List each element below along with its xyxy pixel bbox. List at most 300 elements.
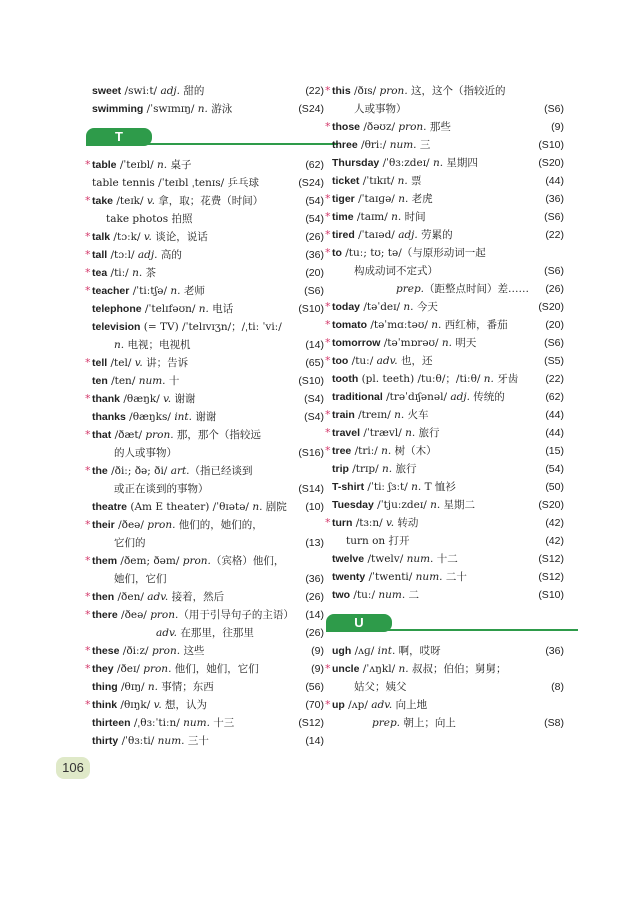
glossary-entry — [332, 280, 564, 298]
glossary-entry — [325, 244, 564, 280]
glossary-entry — [325, 696, 564, 714]
entry-line: table /ˈteɪbl/ n. 桌子 — [92, 159, 192, 171]
headword: telephone — [92, 303, 142, 315]
entry-line: trip /trɪp/ n. 旅行 — [332, 463, 417, 475]
glossary-entry — [92, 714, 324, 732]
part-of-speech: pron. — [398, 121, 427, 133]
headword: T-shirt — [332, 481, 365, 493]
part-of-speech: pron. — [182, 555, 211, 567]
unit-reference: (22) — [545, 373, 564, 385]
glossary-entry — [85, 552, 324, 588]
part-of-speech: pron. — [150, 609, 179, 621]
part-of-speech: n. — [197, 103, 208, 115]
headword: thirteen — [92, 717, 131, 729]
star-icon: * — [325, 120, 331, 133]
part-of-speech: int. — [377, 645, 396, 657]
unit-reference: (13) — [305, 537, 324, 549]
star-icon: * — [325, 698, 331, 711]
part-of-speech: n. — [397, 175, 408, 187]
star-icon: * — [325, 84, 331, 97]
part-of-speech: v. — [146, 195, 155, 207]
entry-line: these /ðiːz/ pron. 这些 — [92, 645, 205, 657]
entry-line: prep.（距整点时间）差…… — [396, 283, 530, 295]
left-column — [85, 82, 324, 750]
headword: thank — [92, 393, 121, 405]
headword: sweet — [92, 85, 122, 97]
part-of-speech: n. — [403, 301, 414, 313]
entry-line: teacher /ˈtiːtʃə/ n. 老师 — [92, 285, 205, 297]
glossary-entry — [325, 442, 564, 460]
unit-reference: (S6) — [544, 211, 564, 223]
headword: turn — [332, 517, 353, 529]
unit-reference: (S6) — [544, 337, 564, 349]
entry-line: two /tuː/ num. 二 — [332, 589, 420, 601]
glossary-entry — [92, 82, 324, 100]
part-of-speech: n. — [431, 319, 442, 331]
unit-reference: (S6) — [304, 285, 324, 297]
part-of-speech: num. — [138, 375, 166, 387]
unit-reference: (14) — [305, 339, 324, 351]
glossary-entry — [85, 462, 324, 498]
star-icon: * — [325, 300, 331, 313]
unit-reference: (S5) — [544, 355, 564, 367]
headword: then — [92, 591, 115, 603]
part-of-speech: v. — [153, 699, 162, 711]
part-of-speech: num. — [415, 571, 443, 583]
part-of-speech: n. — [198, 303, 209, 315]
unit-reference: (S14) — [298, 483, 324, 495]
glossary-entry — [85, 282, 324, 300]
unit-reference: (20) — [305, 267, 324, 279]
star-icon: * — [85, 518, 91, 531]
headword: their — [92, 519, 115, 531]
unit-reference: (62) — [545, 391, 564, 403]
part-of-speech: adj. — [398, 229, 418, 241]
unit-reference: (44) — [545, 409, 564, 421]
entry-line: television (= TV) /ˈtelɪvɪʒn/；/ˌtiː ˈviː/ — [92, 321, 282, 333]
unit-reference: (36) — [545, 193, 564, 205]
glossary-entry — [85, 426, 324, 462]
part-of-speech: adv. — [376, 355, 398, 367]
headword: this — [332, 85, 351, 97]
part-of-speech: pron. — [379, 85, 408, 97]
glossary-entry — [85, 516, 324, 552]
entry-line: traditional /trəˈdɪʃənəl/ adj. 传统的 — [332, 391, 505, 403]
glossary-entry — [92, 678, 324, 696]
headword: table — [92, 159, 117, 171]
glossary-entry — [85, 354, 324, 372]
entry-line: 构成动词不定式） — [354, 265, 438, 277]
star-icon: * — [325, 318, 331, 331]
star-icon: * — [325, 192, 331, 205]
headword: those — [332, 121, 361, 133]
unit-reference: (54) — [305, 195, 324, 207]
entry-line: three /θriː/ num. 三 — [332, 139, 431, 151]
unit-reference: (14) — [305, 735, 324, 747]
entry-line: this /ðɪs/ pron. 这，这个（指较近的 — [332, 85, 506, 97]
unit-reference: (26) — [545, 283, 564, 295]
entry-line: up /ʌp/ adv. 向上地 — [332, 699, 428, 711]
headword: up — [332, 699, 345, 711]
entry-line: ticket /ˈtɪkɪt/ n. 票 — [332, 175, 422, 187]
unit-reference: (26) — [305, 627, 324, 639]
entry-line: those /ðəʊz/ pron. 那些 — [332, 121, 451, 133]
entry-line: adv. 在那里，往那里 — [156, 627, 254, 639]
glossary-entry — [332, 154, 564, 172]
entry-line: sweet /swiːt/ adj. 甜的 — [92, 85, 205, 97]
part-of-speech: n. — [157, 159, 168, 171]
section-letter: U — [326, 614, 392, 632]
headword: thirty — [92, 735, 119, 747]
headword: ten — [92, 375, 108, 387]
star-icon: * — [85, 554, 91, 567]
glossary-entry — [325, 316, 564, 334]
unit-reference: (65) — [305, 357, 324, 369]
section-header — [332, 612, 564, 634]
glossary-entry — [85, 588, 324, 606]
glossary-entry — [92, 174, 324, 192]
entry-line: theatre (Am E theater) /ˈθɪətə/ n. 剧院 — [92, 501, 287, 513]
unit-reference: (26) — [305, 591, 324, 603]
headword: teacher — [92, 285, 130, 297]
entry-line: then /ðen/ adv. 接着，然后 — [92, 591, 225, 603]
entry-line: the /ðiː; ðə; ði/ art.（指已经谈到 — [92, 465, 253, 477]
star-icon: * — [325, 246, 331, 259]
glossary-entry — [325, 406, 564, 424]
unit-reference: (S10) — [538, 589, 564, 601]
star-icon: * — [85, 248, 91, 261]
headword: trip — [332, 463, 349, 475]
part-of-speech: num. — [183, 717, 210, 729]
unit-reference: (26) — [305, 231, 324, 243]
glossary-entry — [325, 82, 564, 118]
unit-reference: (22) — [305, 85, 324, 97]
entry-line: there /ðeə/ pron.（用于引导句子的主语） — [92, 609, 294, 621]
unit-reference: (10) — [305, 501, 324, 513]
headword: uncle — [332, 663, 360, 675]
entry-line: tomorrow /təˈmɒrəʊ/ n. 明天 — [332, 337, 477, 349]
glossary-entry — [332, 388, 564, 406]
part-of-speech: pron. — [143, 663, 172, 675]
headword: take — [92, 195, 114, 207]
unit-reference: (22) — [545, 229, 564, 241]
glossary-entry — [92, 498, 324, 516]
entry-line: tooth (pl. teeth) /tuːθ/；/tiːθ/ n. 牙齿 — [332, 373, 519, 385]
headword: tiger — [332, 193, 355, 205]
unit-reference: (42) — [545, 517, 564, 529]
star-icon: * — [325, 516, 331, 529]
unit-reference: (S6) — [544, 103, 564, 115]
glossary-entry — [325, 226, 564, 244]
entry-line: tired /ˈtaɪəd/ adj. 劳累的 — [332, 229, 453, 241]
part-of-speech: pron. — [145, 429, 174, 441]
star-icon: * — [325, 444, 331, 457]
entry-line: turn /tɜːn/ v. 转动 — [332, 517, 419, 529]
part-of-speech: v. — [143, 231, 152, 243]
glossary-entry — [325, 208, 564, 226]
glossary-entry — [332, 172, 564, 190]
star-icon: * — [85, 662, 91, 675]
headword: twenty — [332, 571, 366, 583]
star-icon: * — [85, 266, 91, 279]
headword: swimming — [92, 103, 144, 115]
headword: tell — [92, 357, 108, 369]
unit-reference: (20) — [545, 319, 564, 331]
headword: them — [92, 555, 118, 567]
unit-reference: (S12) — [298, 717, 324, 729]
headword: Thursday — [332, 157, 380, 169]
glossary-entry — [85, 642, 324, 660]
unit-reference: (62) — [305, 159, 324, 171]
entry-line: too /tuː/ adv. 也，还 — [332, 355, 433, 367]
headword: traditional — [332, 391, 383, 403]
star-icon: * — [85, 158, 91, 171]
entry-line: T-shirt /ˈtiː ʃɜːt/ n. T 恤衫 — [332, 481, 456, 493]
entry-line: that /ðæt/ pron. 那，那个（指较远 — [92, 429, 261, 441]
part-of-speech: n. — [381, 445, 392, 457]
entry-line: 的人或事物） — [114, 447, 177, 459]
star-icon: * — [85, 230, 91, 243]
part-of-speech: n. — [394, 409, 405, 421]
star-icon: * — [85, 194, 91, 207]
glossary-entry — [332, 586, 564, 604]
star-icon: * — [85, 644, 91, 657]
star-icon: * — [85, 608, 91, 621]
glossary-entry — [332, 642, 564, 660]
star-icon: * — [325, 354, 331, 367]
unit-reference: (36) — [305, 249, 324, 261]
headword: today — [332, 301, 361, 313]
unit-reference: (S24) — [298, 103, 324, 115]
headword: the — [92, 465, 108, 477]
glossary-entry — [332, 568, 564, 586]
star-icon: * — [325, 210, 331, 223]
star-icon: * — [85, 464, 91, 477]
unit-reference: (S20) — [538, 499, 564, 511]
glossary-entry — [325, 298, 564, 316]
entry-line: talk /tɔːk/ v. 谈论，说话 — [92, 231, 208, 243]
headword: Tuesday — [332, 499, 374, 511]
entry-line: telephone /ˈtelɪfəʊn/ n. 电话 — [92, 303, 234, 315]
part-of-speech: n. — [252, 501, 263, 513]
part-of-speech: adv. — [156, 627, 178, 639]
part-of-speech: n. — [132, 267, 143, 279]
unit-reference: (56) — [305, 681, 324, 693]
part-of-speech: num. — [389, 139, 417, 151]
unit-reference: (44) — [545, 175, 564, 187]
part-of-speech: prep. — [372, 717, 401, 729]
entry-line: them /ðem; ðəm/ pron.（宾格）他们， — [92, 555, 285, 567]
glossary-entry — [92, 210, 324, 228]
part-of-speech: pron. — [151, 645, 181, 657]
glossary-entry — [85, 606, 324, 624]
glossary-entry — [92, 100, 324, 118]
star-icon: * — [85, 698, 91, 711]
unit-reference: (S4) — [304, 411, 324, 423]
entry-line: turn on 打开 — [346, 535, 410, 547]
headword: travel — [332, 427, 361, 439]
star-icon: * — [325, 336, 331, 349]
part-of-speech: v. — [386, 517, 395, 529]
glossary-entry — [85, 390, 324, 408]
glossary-entry — [325, 514, 564, 532]
section-header — [92, 126, 324, 148]
glossary-entry — [332, 136, 564, 154]
part-of-speech: n. — [391, 211, 402, 223]
unit-reference: (9) — [551, 121, 564, 133]
entry-line: 人或事物） — [354, 103, 407, 115]
unit-reference: (44) — [545, 427, 564, 439]
unit-reference: (9) — [311, 663, 324, 675]
headword: theatre — [92, 501, 128, 513]
entry-line: thing /θɪŋ/ n. 事情；东西 — [92, 681, 214, 693]
entry-line: tomato /təˈmɑːtəʊ/ n. 西红柿，番茄 — [332, 319, 508, 331]
unit-reference: (8) — [551, 681, 564, 693]
entry-line: thanks /θæŋks/ int. 谢谢 — [92, 411, 217, 423]
entry-line: ten /ten/ num. 十 — [92, 375, 180, 387]
unit-reference: (S16) — [298, 447, 324, 459]
part-of-speech: num. — [406, 553, 434, 565]
glossary-entry — [332, 532, 564, 550]
unit-reference: (42) — [545, 535, 564, 547]
entry-line: take /teɪk/ v. 拿，取；花费（时间） — [92, 195, 264, 207]
entry-line: think /θɪŋk/ v. 想，认为 — [92, 699, 208, 711]
part-of-speech: int. — [174, 411, 192, 423]
entry-line: twenty /ˈtwenti/ num. 二十 — [332, 571, 467, 583]
headword: twelve — [332, 553, 365, 565]
entry-line: n. 电视；电视机 — [114, 339, 191, 351]
entry-line: tree /triː/ n. 树（木） — [332, 445, 437, 457]
part-of-speech: v. — [134, 357, 143, 369]
glossary-entry — [332, 460, 564, 478]
entry-line: travel /ˈtrævl/ n. 旅行 — [332, 427, 440, 439]
star-icon: * — [85, 428, 91, 441]
entry-line: take photos 拍照 — [106, 213, 193, 225]
section-letter: T — [86, 128, 152, 146]
part-of-speech: n. — [411, 481, 422, 493]
unit-reference: (S20) — [538, 157, 564, 169]
part-of-speech: pron. — [147, 519, 176, 531]
glossary-entry — [92, 624, 324, 642]
headword: talk — [92, 231, 111, 243]
headword: tree — [332, 445, 352, 457]
part-of-speech: n. — [170, 285, 181, 297]
headword: tall — [92, 249, 108, 261]
entry-line: 或正在谈到的事物） — [114, 483, 209, 495]
part-of-speech: adj. — [160, 85, 181, 97]
star-icon: * — [85, 590, 91, 603]
section-rule — [148, 143, 338, 145]
star-icon: * — [85, 284, 91, 297]
glossary-entry — [85, 696, 324, 714]
entry-line: 它们的 — [114, 537, 146, 549]
entry-line: thank /θæŋk/ v. 谢谢 — [92, 393, 196, 405]
glossary-entry — [85, 192, 324, 210]
unit-reference: (S8) — [544, 717, 564, 729]
part-of-speech: adv. — [147, 591, 169, 603]
headword: two — [332, 589, 351, 601]
part-of-speech: n. — [398, 193, 409, 205]
glossary-entry — [332, 370, 564, 388]
glossary-entry — [85, 660, 324, 678]
headword: thing — [92, 681, 118, 693]
unit-reference: (9) — [311, 645, 324, 657]
entry-line: 姑父；姨父 — [354, 681, 407, 693]
star-icon: * — [325, 426, 331, 439]
glossary-entry — [85, 246, 324, 264]
glossary-entry — [325, 660, 564, 696]
part-of-speech: adj. — [450, 391, 470, 403]
entry-line: prep. 朝上；向上 — [372, 717, 456, 729]
unit-reference: (14) — [305, 609, 324, 621]
glossary-entry — [85, 264, 324, 282]
glossary-entry — [325, 190, 564, 208]
part-of-speech: n. — [483, 373, 494, 385]
entry-line: tea /tiː/ n. 茶 — [92, 267, 157, 279]
part-of-speech: v. — [163, 393, 172, 405]
entry-line: train /treɪn/ n. 火车 — [332, 409, 429, 421]
entry-line: they /ðeɪ/ pron. 他们，她们，它们 — [92, 663, 259, 675]
entry-line: table tennis /ˈteɪbl ˌtenɪs/ 乒乓球 — [92, 177, 259, 189]
headword: too — [332, 355, 349, 367]
part-of-speech: n. — [114, 339, 125, 351]
headword: ticket — [332, 175, 360, 187]
glossary-entry — [325, 334, 564, 352]
unit-reference: (50) — [545, 481, 564, 493]
headword: three — [332, 139, 358, 151]
glossary-entry — [325, 424, 564, 442]
entry-line: ugh /ʌɡ/ int. 啊，哎呀 — [332, 645, 441, 657]
headword: these — [92, 645, 120, 657]
unit-reference: (S12) — [538, 571, 564, 583]
unit-reference: (54) — [305, 213, 324, 225]
headword: tomorrow — [332, 337, 381, 349]
unit-reference: (54) — [545, 463, 564, 475]
glossary-entry — [92, 318, 324, 354]
headword: television — [92, 321, 141, 333]
entry-line: today /təˈdeɪ/ n. 今天 — [332, 301, 438, 313]
right-column — [325, 82, 564, 732]
entry-line: their /ðeə/ pron. 他们的，她们的， — [92, 519, 263, 531]
glossary-entry — [92, 300, 324, 318]
glossary-entry — [332, 478, 564, 496]
glossary-entry — [332, 496, 564, 514]
entry-line: Tuesday /ˈtjuːzdeɪ/ n. 星期二 — [332, 499, 476, 511]
entry-line: thirty /ˈθɜːti/ num. 三十 — [92, 735, 209, 747]
star-icon: * — [325, 662, 331, 675]
headword: thanks — [92, 411, 126, 423]
headword: that — [92, 429, 112, 441]
headword: tooth — [332, 373, 359, 385]
glossary-entry — [332, 550, 564, 568]
star-icon: * — [325, 228, 331, 241]
unit-reference: (S10) — [298, 375, 324, 387]
entry-line: uncle /ˈʌŋkl/ n. 叔叔；伯伯；舅舅； — [332, 663, 507, 675]
entry-line: thirteen /ˌθɜːˈtiːn/ num. 十三 — [92, 717, 235, 729]
unit-reference: (S20) — [538, 301, 564, 313]
star-icon: * — [85, 356, 91, 369]
part-of-speech: art. — [170, 465, 190, 477]
headword: think — [92, 699, 118, 711]
unit-reference: (15) — [545, 445, 564, 457]
part-of-speech: n. — [382, 463, 393, 475]
glossary-entry — [92, 372, 324, 390]
entry-line: tell /tel/ v. 讲；告诉 — [92, 357, 189, 369]
headword: there — [92, 609, 118, 621]
part-of-speech: adv. — [371, 699, 393, 711]
part-of-speech: n. — [432, 157, 444, 169]
headword: tea — [92, 267, 108, 279]
